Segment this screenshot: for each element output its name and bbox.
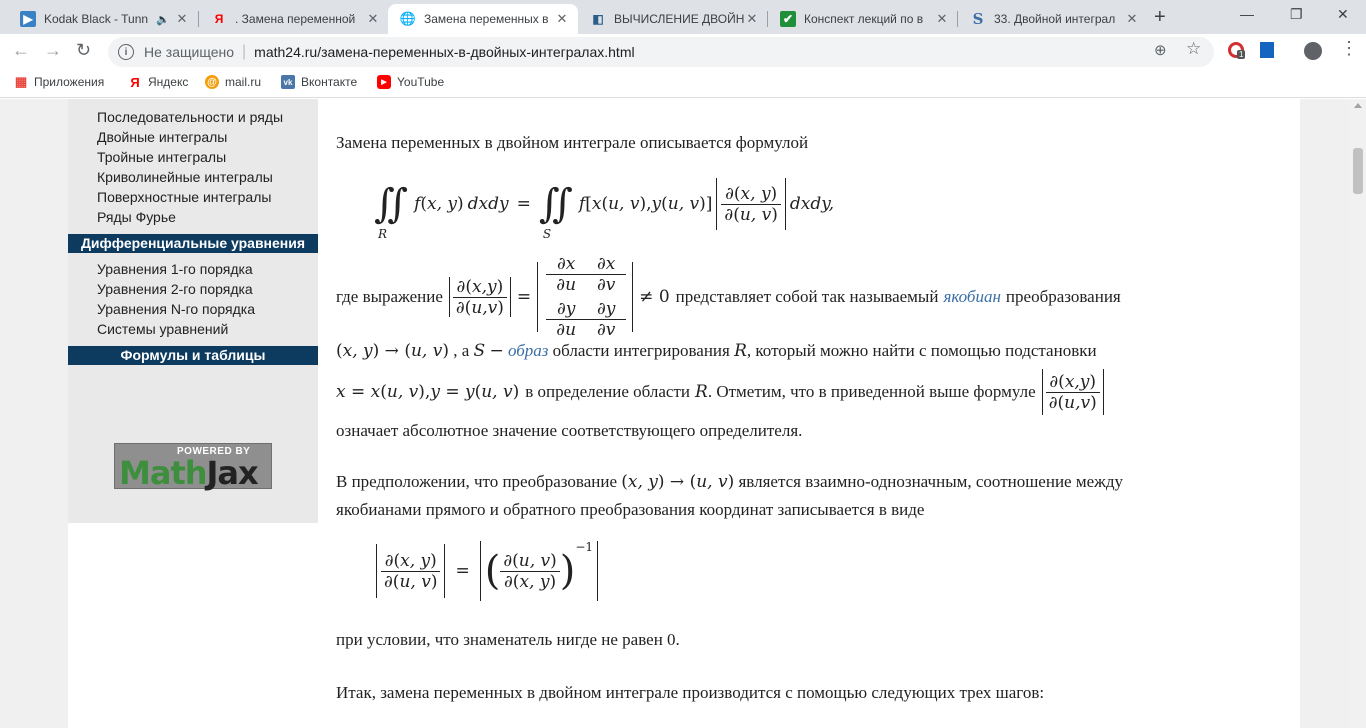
- link-jacobian[interactable]: якобиан: [943, 287, 1001, 306]
- youtube-icon: ▶: [377, 75, 391, 89]
- new-tab-button[interactable]: +: [1154, 6, 1166, 28]
- tab-title: Замена переменных в: [424, 12, 549, 26]
- tab-yandex[interactable]: [199, 4, 389, 34]
- bookmark-mailru[interactable]: [205, 75, 261, 89]
- paragraph-jacobian: где выражение $\frac{\partial(x,y)}{\partial(u,v)}$ = $\frac{\partial x}{\partial u}$ $\frac{\partial x}{\partial v}$ $\frac{\partial y}{\partial u}$ $\frac{\partial y}{\partial v}$ ≠ 0 представляет собой так называемый якобиан преобразования: [336, 254, 1121, 340]
- close-icon[interactable]: ✕: [367, 11, 379, 26]
- mail-icon: @: [205, 75, 219, 89]
- extension-badge: 1: [1239, 50, 1244, 59]
- apps-grid-icon: ▦: [14, 74, 28, 89]
- bookmark-label: Яндекс: [148, 75, 189, 89]
- paragraph-substitution: x = x ( u, v ) , y = y ( u, v ) в определение области R . Отметим, что в приведенной выше формуле $\frac{\partial(x,y)}{\partial(u,v)}$: [336, 367, 1107, 417]
- paragraph-absolute-value: означает абсолютное значение соответствующего определителя.: [336, 421, 803, 440]
- paragraph-intro: Замена переменных в двойном интеграле описывается формулой: [336, 133, 809, 152]
- formula-inverse-jacobian: $\frac{\partial(x, y)}{\partial(u, v)}$ = ( $\frac{\partial(u, v)}{\partial(x, y)}$ ) −1: [376, 539, 598, 603]
- tab-bar: [0, 0, 1366, 34]
- tab-youtube[interactable]: [8, 4, 198, 34]
- sidebar-item-nth-order[interactable]: Уравнения N-го порядка: [97, 301, 256, 317]
- article-content: [336, 99, 1286, 728]
- bookmarks-bar: [0, 70, 1366, 98]
- tab-title: ВЫЧИСЛЕНИЕ ДВОЙН: [614, 12, 744, 26]
- mathjax-logo: MathJax: [119, 454, 258, 492]
- checkmark-icon: ✔: [780, 11, 796, 27]
- page-container: [68, 99, 1300, 728]
- bookmark-label: mail.ru: [225, 75, 262, 89]
- sidebar: [68, 99, 318, 523]
- maximize-button[interactable]: ❐: [1290, 6, 1303, 22]
- bookmark-apps[interactable]: [14, 75, 104, 89]
- book-extension-icon[interactable]: [1260, 42, 1274, 58]
- powered-by-label: POWERED BY: [177, 446, 251, 457]
- document-icon: ◧: [592, 12, 604, 26]
- tab-title: Конспект лекций по в: [804, 12, 924, 26]
- security-status: Не защищено: [144, 44, 234, 60]
- formula-change-of-variables: ∬ R f ( x, y ) dxdy = ∬ S f [ x ( u, v ) , y ( u, v ) ] $\frac{\partial(x, y)}{\partial(u, v)}$ dxdy,: [374, 169, 834, 239]
- sidebar-item-first-order[interactable]: Уравнения 1-го порядка: [97, 261, 253, 277]
- audio-icon[interactable]: 🔈: [156, 13, 170, 26]
- info-icon[interactable]: i: [118, 44, 134, 60]
- paragraph-transformation: (x, y) → (u, v) , а S − образ области интегрирования R, который можно найти с помощью подстановки: [336, 341, 1097, 361]
- sidebar-item-triple-integrals[interactable]: Тройные интегралы: [97, 149, 227, 165]
- sidebar-item-sequences[interactable]: Последовательности и ряды: [97, 109, 284, 125]
- sidebar-heading-diff-equations[interactable]: Дифференциальные уравнения: [68, 234, 318, 253]
- scroll-up-arrow-icon[interactable]: [1354, 103, 1362, 108]
- bookmark-vk[interactable]: [281, 75, 357, 89]
- menu-icon[interactable]: ⋮: [1340, 38, 1358, 58]
- youtube-icon: ▶: [20, 11, 36, 27]
- page-viewport: [0, 99, 1350, 728]
- opera-extension-icon[interactable]: [1228, 42, 1244, 58]
- sidebar-item-surface-integrals[interactable]: Поверхностные интегралы: [97, 189, 272, 205]
- close-window-button[interactable]: ✕: [1337, 6, 1349, 22]
- tab-title: Kodak Black - Tunn: [44, 12, 149, 26]
- bookmark-label: YouTube: [397, 75, 445, 89]
- address-bar[interactable]: [108, 37, 1214, 67]
- tab-konspekt[interactable]: [768, 4, 958, 34]
- url-text[interactable]: math24.ru/замена-переменных-в-двойных-интегралах.html: [254, 44, 635, 60]
- sidebar-item-double-integrals[interactable]: Двойные интегралы: [97, 129, 228, 145]
- yandex-icon: Я: [214, 12, 224, 26]
- zoom-icon[interactable]: ⊕: [1154, 42, 1167, 59]
- paragraph-jacobians-relation: якобианами прямого и обратного преобразования координат записывается в виде: [336, 500, 925, 519]
- bookmark-youtube[interactable]: [377, 75, 444, 89]
- browser-toolbar: [0, 34, 1366, 70]
- sidebar-heading-formulas[interactable]: Формулы и таблицы: [68, 346, 318, 365]
- yandex-icon: Я: [130, 74, 140, 90]
- sidebar-item-systems[interactable]: Системы уравнений: [97, 321, 229, 337]
- back-button[interactable]: ←: [12, 40, 30, 60]
- bookmark-star-icon[interactable]: ☆: [1186, 39, 1202, 58]
- close-icon[interactable]: ✕: [176, 11, 188, 26]
- minimize-button[interactable]: —: [1240, 6, 1254, 22]
- divider: |: [242, 43, 247, 60]
- s-logo-icon: S: [972, 10, 984, 28]
- close-icon[interactable]: ✕: [746, 11, 758, 26]
- close-icon[interactable]: ✕: [936, 11, 948, 26]
- globe-icon: 🌐: [399, 11, 417, 26]
- bookmark-yandex[interactable]: [128, 75, 188, 89]
- sidebar-item-line-integrals[interactable]: Криволинейные интегралы: [97, 169, 273, 185]
- close-icon[interactable]: ✕: [1126, 11, 1138, 26]
- tab-active-math24[interactable]: [388, 4, 578, 34]
- paragraph-bijective: В предположении, что преобразование (x, y) → (u, v) является взаимно-однозначным, соотношение между: [336, 472, 1124, 492]
- tab-vychislenie[interactable]: [578, 4, 768, 34]
- paragraph-three-steps: Итак, замена переменных в двойном интеграле производится с помощью следующих трех шагов:: [336, 683, 1045, 702]
- vk-icon: vk: [281, 75, 295, 89]
- mathjax-badge[interactable]: [114, 443, 272, 492]
- reload-button[interactable]: ↻: [76, 40, 92, 60]
- bookmark-label: Вконтакте: [301, 75, 358, 89]
- sidebar-item-fourier-series[interactable]: Ряды Фурье: [97, 209, 176, 225]
- scrollbar-thumb[interactable]: [1353, 148, 1363, 194]
- tab-dvoinoi-integral[interactable]: [958, 4, 1148, 34]
- close-icon[interactable]: ✕: [556, 11, 568, 26]
- link-image[interactable]: образ: [507, 341, 549, 360]
- tab-title: 33. Двойной интеграл: [994, 12, 1116, 26]
- forward-button[interactable]: →: [44, 40, 62, 60]
- sidebar-item-second-order[interactable]: Уравнения 2-го порядка: [97, 281, 253, 297]
- paragraph-condition: при условии, что знаменатель нигде не равен 0.: [336, 630, 680, 649]
- bookmark-label: Приложения: [34, 75, 105, 89]
- page-scrollbar[interactable]: [1350, 99, 1366, 728]
- tab-title: . Замена переменной: [235, 12, 356, 26]
- profile-avatar-icon[interactable]: [1304, 42, 1322, 60]
